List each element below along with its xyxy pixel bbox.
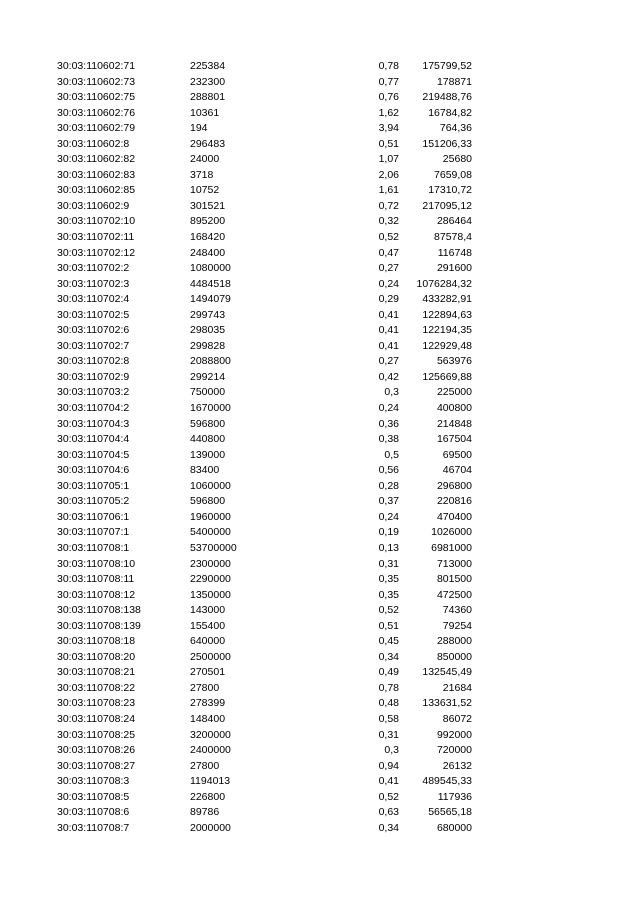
- rate-cell: 0,35: [378, 573, 399, 586]
- table-row: [0, 774, 640, 790]
- table-row: [0, 370, 640, 386]
- amount-cell: 143000: [190, 604, 226, 617]
- rate-cell: 0,58: [378, 712, 399, 725]
- amount-cell: 10752: [190, 184, 220, 197]
- cadastral-number-cell: 30:03:110702:9: [57, 370, 130, 383]
- rate-cell: 0,76: [378, 91, 399, 104]
- table-row: [0, 152, 640, 168]
- table-row: [0, 479, 640, 495]
- table-row: [0, 603, 640, 619]
- amount-cell: 2000000: [190, 821, 231, 834]
- total-cell: 470400: [436, 510, 472, 523]
- amount-cell: 596800: [190, 417, 226, 430]
- amount-cell: 1060000: [190, 479, 231, 492]
- cadastral-number-cell: 30:03:110708:138: [57, 604, 141, 617]
- cadastral-number-cell: 30:03:110703:2: [57, 386, 130, 399]
- cadastral-number-cell: 30:03:110708:3: [57, 775, 130, 788]
- amount-cell: 1494079: [190, 293, 231, 306]
- table-row: [0, 510, 640, 526]
- total-cell: 680000: [436, 821, 472, 834]
- table-row: [0, 246, 640, 262]
- table-row: [0, 665, 640, 681]
- cadastral-number-cell: 30:03:110706:1: [57, 510, 130, 523]
- rate-cell: 0,45: [378, 635, 399, 648]
- cadastral-number-cell: 30:03:110708:20: [57, 650, 136, 663]
- amount-cell: 1194013: [190, 775, 231, 788]
- table-row: [0, 541, 640, 557]
- amount-cell: 296483: [190, 137, 226, 150]
- total-cell: 21684: [442, 681, 472, 694]
- amount-cell: 299743: [190, 308, 226, 321]
- cadastral-number-cell: 30:03:110702:12: [57, 246, 136, 259]
- amount-cell: 27800: [190, 681, 220, 694]
- cadastral-number-cell: 30:03:110702:3: [57, 277, 130, 290]
- total-cell: 219488,76: [422, 91, 472, 104]
- cadastral-number-cell: 30:03:110708:27: [57, 759, 136, 772]
- amount-cell: 226800: [190, 790, 226, 803]
- amount-cell: 168420: [190, 231, 226, 244]
- total-cell: 1076284,32: [416, 277, 472, 290]
- cadastral-number-cell: 30:03:110708:5: [57, 790, 130, 803]
- table-row: [0, 448, 640, 464]
- rate-cell: 0,27: [378, 262, 399, 275]
- total-cell: 433282,91: [422, 293, 472, 306]
- amount-cell: 278399: [190, 697, 226, 710]
- table-row: [0, 137, 640, 153]
- amount-cell: 2300000: [190, 557, 231, 570]
- rate-cell: 0,31: [378, 728, 399, 741]
- rate-cell: 1,61: [378, 184, 399, 197]
- amount-cell: 53700000: [190, 541, 237, 554]
- amount-cell: 1350000: [190, 588, 231, 601]
- total-cell: 167504: [436, 433, 472, 446]
- amount-cell: 1080000: [190, 262, 231, 275]
- cadastral-number-cell: 30:03:110702:7: [57, 339, 130, 352]
- rate-cell: 0,24: [378, 402, 399, 415]
- cadastral-number-cell: 30:03:110602:75: [57, 91, 136, 104]
- total-cell: 151206,33: [422, 137, 472, 150]
- amount-cell: 440800: [190, 433, 226, 446]
- rate-cell: 0,42: [378, 370, 399, 383]
- amount-cell: 27800: [190, 759, 220, 772]
- cadastral-number-cell: 30:03:110708:11: [57, 573, 135, 586]
- table-row: [0, 805, 640, 821]
- amount-cell: 301521: [190, 199, 226, 212]
- amount-cell: 10361: [190, 106, 220, 119]
- table-row: [0, 634, 640, 650]
- total-cell: 291600: [436, 262, 472, 275]
- amount-cell: 270501: [190, 666, 226, 679]
- total-cell: 489545,33: [422, 775, 472, 788]
- cadastral-number-cell: 30:03:110705:1: [57, 479, 130, 492]
- rate-cell: 2,06: [378, 168, 399, 181]
- total-cell: 214848: [436, 417, 472, 430]
- rate-cell: 0,5: [384, 448, 399, 461]
- rate-cell: 0,47: [378, 246, 399, 259]
- cadastral-number-cell: 30:03:110704:5: [57, 448, 130, 461]
- cadastral-number-cell: 30:03:110708:12: [57, 588, 136, 601]
- table-row: [0, 588, 640, 604]
- cadastral-number-cell: 30:03:110704:6: [57, 464, 130, 477]
- amount-cell: 225384: [190, 60, 226, 72]
- table-row: [0, 214, 640, 230]
- table-row: [0, 401, 640, 417]
- total-cell: 7659,08: [434, 168, 472, 181]
- cadastral-number-cell: 30:03:110702:11: [57, 231, 135, 244]
- rate-cell: 0,51: [378, 137, 399, 150]
- table-row: [0, 121, 640, 137]
- table-row: [0, 417, 640, 433]
- cadastral-number-cell: 30:03:110708:23: [57, 697, 136, 710]
- cadastral-number-cell: 30:03:110708:22: [57, 681, 136, 694]
- total-cell: 116748: [437, 246, 472, 259]
- total-cell: 87578,4: [434, 231, 472, 244]
- table-row: [0, 743, 640, 759]
- amount-cell: 232300: [190, 75, 226, 88]
- cadastral-number-cell: 30:03:110708:26: [57, 744, 136, 757]
- total-cell: 992000: [436, 728, 472, 741]
- amount-cell: 2290000: [190, 573, 231, 586]
- rate-cell: 0,41: [378, 324, 399, 337]
- rate-cell: 0,94: [378, 759, 399, 772]
- table-row: [0, 790, 640, 806]
- cadastral-number-cell: 30:03:110702:6: [57, 324, 130, 337]
- cadastral-number-cell: 30:03:110708:21: [57, 666, 136, 679]
- rate-cell: 0,37: [378, 495, 399, 508]
- cadastral-number-cell: 30:03:110708:10: [57, 557, 136, 570]
- rate-cell: 0,19: [378, 526, 399, 539]
- cadastral-number-cell: 30:03:110702:4: [57, 293, 130, 306]
- amount-cell: 2400000: [190, 744, 231, 757]
- rate-cell: 0,28: [378, 479, 399, 492]
- rate-cell: 0,52: [378, 790, 399, 803]
- table-row: [0, 354, 640, 370]
- cadastral-number-cell: 30:03:110708:139: [57, 619, 141, 632]
- table-row: [0, 292, 640, 308]
- rate-cell: 0,35: [378, 588, 399, 601]
- rate-cell: 0,48: [378, 697, 399, 710]
- rate-cell: 0,3: [384, 744, 399, 757]
- rate-cell: 3,94: [378, 122, 399, 135]
- rate-cell: 0,34: [378, 650, 399, 663]
- total-cell: 86072: [442, 712, 472, 725]
- table-row: [0, 75, 640, 91]
- rate-cell: 0,77: [378, 75, 399, 88]
- rate-cell: 0,13: [378, 541, 399, 554]
- rate-cell: 0,51: [378, 619, 399, 632]
- rate-cell: 0,78: [378, 60, 399, 72]
- total-cell: 1026000: [431, 526, 472, 539]
- total-cell: 122929,48: [422, 339, 472, 352]
- amount-cell: 139000: [190, 448, 226, 461]
- rate-cell: 0,34: [378, 821, 399, 834]
- total-cell: 720000: [436, 744, 472, 757]
- table-row: [0, 712, 640, 728]
- total-cell: 122194,35: [422, 324, 472, 337]
- total-cell: 286464: [436, 215, 472, 228]
- amount-cell: 2088800: [190, 355, 231, 368]
- rate-cell: 0,52: [378, 604, 399, 617]
- rate-cell: 0,41: [378, 308, 399, 321]
- table-row: [0, 696, 640, 712]
- total-cell: 133631,52: [422, 697, 472, 710]
- table-row: [0, 728, 640, 744]
- rate-cell: 0,78: [378, 681, 399, 694]
- table-row: [0, 821, 640, 837]
- table-row: [0, 277, 640, 293]
- table-row: [0, 339, 640, 355]
- table-row: [0, 168, 640, 184]
- cadastral-number-cell: 30:03:110602:79: [57, 122, 136, 135]
- rate-cell: 0,24: [378, 277, 399, 290]
- table-row: [0, 308, 640, 324]
- table-row: [0, 759, 640, 775]
- rate-cell: 0,72: [378, 199, 399, 212]
- amount-cell: 4484518: [190, 277, 231, 290]
- cadastral-number-cell: 30:03:110602:83: [57, 168, 136, 181]
- amount-cell: 5400000: [190, 526, 231, 539]
- amount-cell: 194: [190, 122, 208, 135]
- cadastral-number-cell: 30:03:110704:3: [57, 417, 130, 430]
- cadastral-number-cell: 30:03:110708:1: [57, 541, 130, 554]
- rate-cell: 0,56: [378, 464, 399, 477]
- total-cell: 122894,63: [422, 308, 472, 321]
- amount-cell: 248400: [190, 246, 226, 259]
- cadastral-number-cell: 30:03:110602:73: [57, 75, 136, 88]
- cadastral-number-cell: 30:03:110708:6: [57, 806, 130, 819]
- rate-cell: 0,52: [378, 231, 399, 244]
- cadastral-number-cell: 30:03:110708:25: [57, 728, 136, 741]
- cadastral-number-cell: 30:03:110702:8: [57, 355, 130, 368]
- table-row: [0, 494, 640, 510]
- cadastral-number-cell: 30:03:110708:24: [57, 712, 136, 725]
- table-row: [0, 199, 640, 215]
- amount-cell: 299214: [190, 370, 226, 383]
- total-cell: 225000: [436, 386, 472, 399]
- amount-cell: 155400: [190, 619, 226, 632]
- spreadsheet-table: [0, 59, 640, 836]
- amount-cell: 750000: [190, 386, 226, 399]
- total-cell: 46704: [442, 464, 472, 477]
- rate-cell: 0,41: [378, 775, 399, 788]
- table-row: [0, 432, 640, 448]
- total-cell: 125669,88: [422, 370, 472, 383]
- total-cell: 56565,18: [428, 806, 472, 819]
- table-row: [0, 385, 640, 401]
- amount-cell: 89786: [190, 806, 220, 819]
- table-row: [0, 90, 640, 106]
- amount-cell: 298035: [190, 324, 226, 337]
- amount-cell: 3718: [190, 168, 214, 181]
- rate-cell: 0,24: [378, 510, 399, 523]
- cadastral-number-cell: 30:03:110602:8: [57, 137, 130, 150]
- rate-cell: 0,63: [378, 806, 399, 819]
- total-cell: 178871: [436, 75, 472, 88]
- amount-cell: 895200: [190, 215, 226, 228]
- total-cell: 296800: [436, 479, 472, 492]
- amount-cell: 83400: [190, 464, 220, 477]
- total-cell: 713000: [436, 557, 472, 570]
- amount-cell: 3200000: [190, 728, 231, 741]
- cadastral-number-cell: 30:03:110707:1: [57, 526, 130, 539]
- total-cell: 69500: [442, 448, 472, 461]
- total-cell: 472500: [436, 588, 472, 601]
- table-row: [0, 59, 640, 75]
- table-row: [0, 619, 640, 635]
- rate-cell: 0,36: [378, 417, 399, 430]
- total-cell: 17310,72: [428, 184, 472, 197]
- rate-cell: 0,29: [378, 293, 399, 306]
- amount-cell: 2500000: [190, 650, 231, 663]
- table-row: [0, 650, 640, 666]
- cadastral-number-cell: 30:03:110602:82: [57, 153, 136, 166]
- total-cell: 25680: [442, 153, 472, 166]
- rate-cell: 0,3: [384, 386, 399, 399]
- rate-cell: 0,27: [378, 355, 399, 368]
- cadastral-number-cell: 30:03:110702:2: [57, 262, 130, 275]
- rate-cell: 0,38: [378, 433, 399, 446]
- table-row: [0, 572, 640, 588]
- rate-cell: 0,41: [378, 339, 399, 352]
- total-cell: 132545,49: [422, 666, 472, 679]
- cadastral-number-cell: 30:03:110708:7: [57, 821, 130, 834]
- amount-cell: 640000: [190, 635, 226, 648]
- table-row: [0, 323, 640, 339]
- table-row: [0, 525, 640, 541]
- cadastral-number-cell: 30:03:110704:4: [57, 433, 130, 446]
- rate-cell: 1,62: [378, 106, 399, 119]
- table-row: [0, 463, 640, 479]
- amount-cell: 1670000: [190, 402, 231, 415]
- total-cell: 26132: [442, 759, 472, 772]
- cadastral-number-cell: 30:03:110602:71: [57, 60, 136, 72]
- total-cell: 850000: [436, 650, 472, 663]
- cadastral-number-cell: 30:03:110602:76: [57, 106, 136, 119]
- cadastral-number-cell: 30:03:110602:85: [57, 184, 136, 197]
- total-cell: 117936: [437, 790, 472, 803]
- table-row: [0, 681, 640, 697]
- total-cell: 175799,52: [422, 60, 472, 72]
- total-cell: 288000: [436, 635, 472, 648]
- table-row: [0, 261, 640, 277]
- cadastral-number-cell: 30:03:110702:5: [57, 308, 130, 321]
- amount-cell: 596800: [190, 495, 226, 508]
- total-cell: 79254: [442, 619, 472, 632]
- total-cell: 220816: [436, 495, 472, 508]
- amount-cell: 299828: [190, 339, 226, 352]
- total-cell: 563976: [436, 355, 472, 368]
- cadastral-number-cell: 30:03:110704:2: [57, 402, 130, 415]
- total-cell: 400800: [436, 402, 472, 415]
- total-cell: 6981000: [431, 541, 472, 554]
- rate-cell: 0,32: [378, 215, 399, 228]
- amount-cell: 288801: [190, 91, 226, 104]
- rate-cell: 1,07: [378, 153, 399, 166]
- table-row: [0, 557, 640, 573]
- total-cell: 801500: [436, 573, 472, 586]
- amount-cell: 1960000: [190, 510, 231, 523]
- cadastral-number-cell: 30:03:110705:2: [57, 495, 130, 508]
- cadastral-number-cell: 30:03:110702:10: [57, 215, 136, 228]
- cadastral-number-cell: 30:03:110602:9: [57, 199, 130, 212]
- table-row: [0, 106, 640, 122]
- cadastral-number-cell: 30:03:110708:18: [57, 635, 136, 648]
- total-cell: 16784,82: [428, 106, 472, 119]
- total-cell: 217095,12: [422, 199, 472, 212]
- total-cell: 74360: [442, 604, 472, 617]
- rate-cell: 0,31: [378, 557, 399, 570]
- amount-cell: 148400: [190, 712, 226, 725]
- rate-cell: 0,49: [378, 666, 399, 679]
- amount-cell: 24000: [190, 153, 220, 166]
- total-cell: 764,36: [439, 122, 472, 135]
- table-row: [0, 183, 640, 199]
- table-row: [0, 230, 640, 246]
